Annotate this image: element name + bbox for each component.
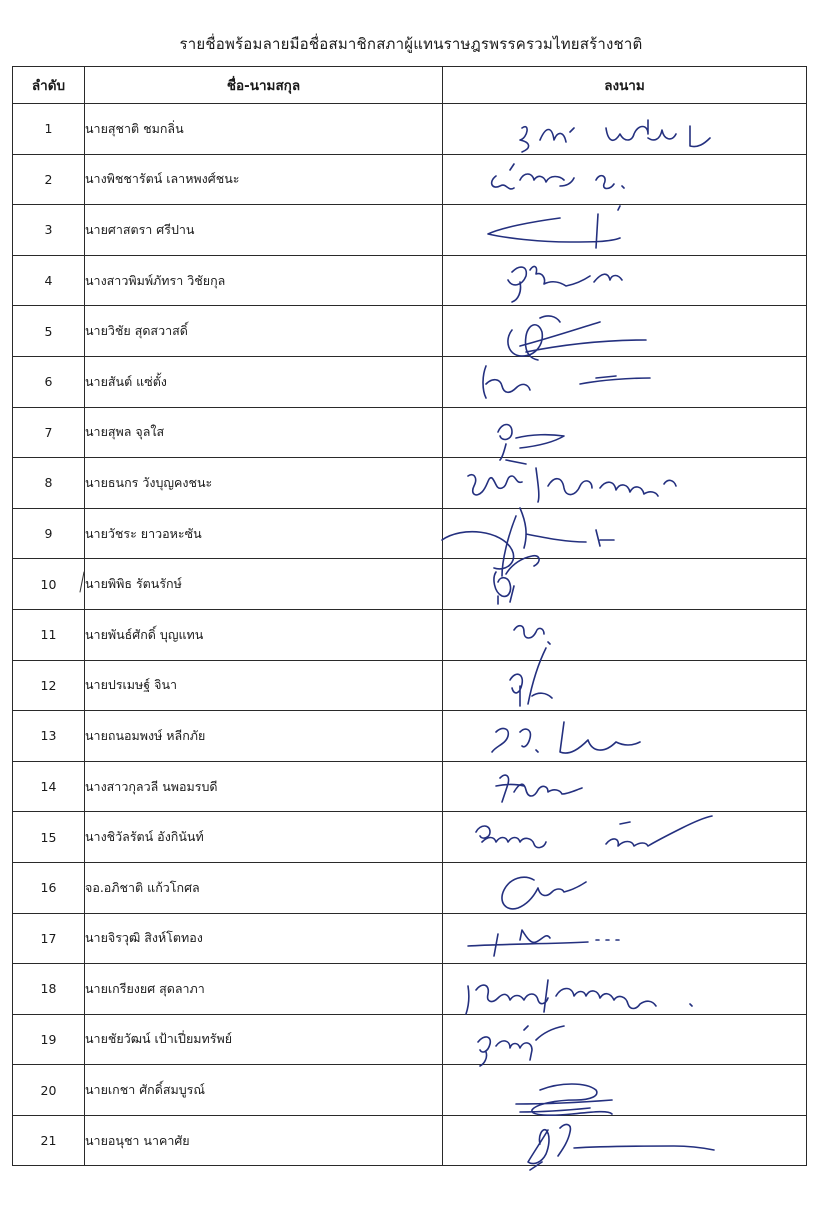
table-row <box>13 154 807 205</box>
row-name: นายเกรียงยศ สุดลาภา <box>85 964 443 1015</box>
row-signature-cell <box>443 862 807 913</box>
row-order: 20 <box>13 1065 85 1116</box>
table-row <box>13 104 807 155</box>
table-row <box>13 964 807 1015</box>
table-row <box>13 711 807 762</box>
row-signature-cell <box>443 913 807 964</box>
table-row <box>13 761 807 812</box>
table-row <box>13 306 807 357</box>
row-signature-cell <box>443 205 807 256</box>
row-name: นายเกชา ศักดิ์สมบูรณ์ <box>85 1065 443 1116</box>
row-name: นายศาสตรา ศรีปาน <box>85 205 443 256</box>
row-name: จอ.อภิชาติ แก้วโกศล <box>85 862 443 913</box>
row-name: นายสุพล จุลใส <box>85 407 443 458</box>
row-order: 18 <box>13 964 85 1015</box>
row-name: นางสาวพิมพ์ภัทรา วิชัยกุล <box>85 255 443 306</box>
row-signature-cell <box>443 1014 807 1065</box>
document-title: รายชื่อพร้อมลายมือชื่อสมาชิกสภาผู้แทนราษฎรพรรครวมไทยสร้างชาติ <box>179 35 643 53</box>
row-signature-cell <box>443 508 807 559</box>
row-order: 12 <box>13 660 85 711</box>
row-order: 13 <box>13 711 85 762</box>
table-header-row <box>13 67 807 104</box>
header-name: ชื่อ-นามสกุล <box>85 67 443 104</box>
row-name: นายอนุชา นาคาศัย <box>85 1115 443 1166</box>
row-signature-cell <box>443 1065 807 1116</box>
row-name: นางสาวกุลวลี นพอมรบดี <box>85 761 443 812</box>
row-signature-cell <box>443 964 807 1015</box>
table-row <box>13 1115 807 1166</box>
row-name: นายถนอมพงษ์ หลีกภัย <box>85 711 443 762</box>
row-order: 2 <box>13 154 85 205</box>
table-row <box>13 356 807 407</box>
table-row <box>13 508 807 559</box>
row-signature-cell <box>443 761 807 812</box>
header-order: ลำดับ <box>13 67 85 104</box>
row-signature-cell <box>443 609 807 660</box>
table-row <box>13 812 807 863</box>
row-signature-cell <box>443 255 807 306</box>
row-order: 21 <box>13 1115 85 1166</box>
table-row <box>13 1014 807 1065</box>
row-order: 8 <box>13 458 85 509</box>
row-signature-cell <box>443 356 807 407</box>
row-name: นายจิรวุฒิ สิงห์โตทอง <box>85 913 443 964</box>
row-order: 10 <box>13 559 85 610</box>
table-row <box>13 205 807 256</box>
row-signature-cell <box>443 407 807 458</box>
row-name: นายพิพิธ รัตนรักษ์ <box>85 559 443 610</box>
row-signature-cell <box>443 104 807 155</box>
row-order: 14 <box>13 761 85 812</box>
row-order: 5 <box>13 306 85 357</box>
row-signature-cell <box>443 660 807 711</box>
row-name: นายวิชัย สุดสวาสดิ์ <box>85 306 443 357</box>
row-order: 6 <box>13 356 85 407</box>
row-order: 7 <box>13 407 85 458</box>
row-signature-cell <box>443 711 807 762</box>
row-signature-cell <box>443 812 807 863</box>
row-order: 11 <box>13 609 85 660</box>
table-row <box>13 1065 807 1116</box>
table-row <box>13 913 807 964</box>
row-order: 16 <box>13 862 85 913</box>
row-name: นางชิวัลรัตน์ อังกินันท์ <box>85 812 443 863</box>
header-signature: ลงนาม <box>443 67 807 104</box>
row-name: นางพิชชารัตน์ เลาหพงศ์ชนะ <box>85 154 443 205</box>
table-row <box>13 458 807 509</box>
table-row <box>13 255 807 306</box>
row-signature-cell <box>443 458 807 509</box>
row-order: 1 <box>13 104 85 155</box>
row-order: 4 <box>13 255 85 306</box>
table-row <box>13 559 807 610</box>
row-order: 3 <box>13 205 85 256</box>
row-signature-cell <box>443 306 807 357</box>
row-name: นายธนกร วังบุญคงชนะ <box>85 458 443 509</box>
table-row <box>13 609 807 660</box>
row-name: นายพันธ์ศักดิ์ บุญแทน <box>85 609 443 660</box>
row-order: 9 <box>13 508 85 559</box>
row-name: นายชัยวัฒน์ เป้าเปี่ยมทรัพย์ <box>85 1014 443 1065</box>
table-row <box>13 407 807 458</box>
row-name: นายวัชระ ยาวอหะซัน <box>85 508 443 559</box>
row-name: นายสันต์ แซ่ตั้ง <box>85 356 443 407</box>
signature-table <box>12 66 807 1166</box>
row-signature-cell <box>443 1115 807 1166</box>
row-signature-cell <box>443 154 807 205</box>
table-row <box>13 862 807 913</box>
row-name: นายปรเมษฐ์ จินา <box>85 660 443 711</box>
table-row <box>13 660 807 711</box>
row-order: 15 <box>13 812 85 863</box>
row-name: นายสุชาติ ชมกลิ่น <box>85 104 443 155</box>
row-order: 17 <box>13 913 85 964</box>
row-signature-cell <box>443 559 807 610</box>
row-order: 19 <box>13 1014 85 1065</box>
